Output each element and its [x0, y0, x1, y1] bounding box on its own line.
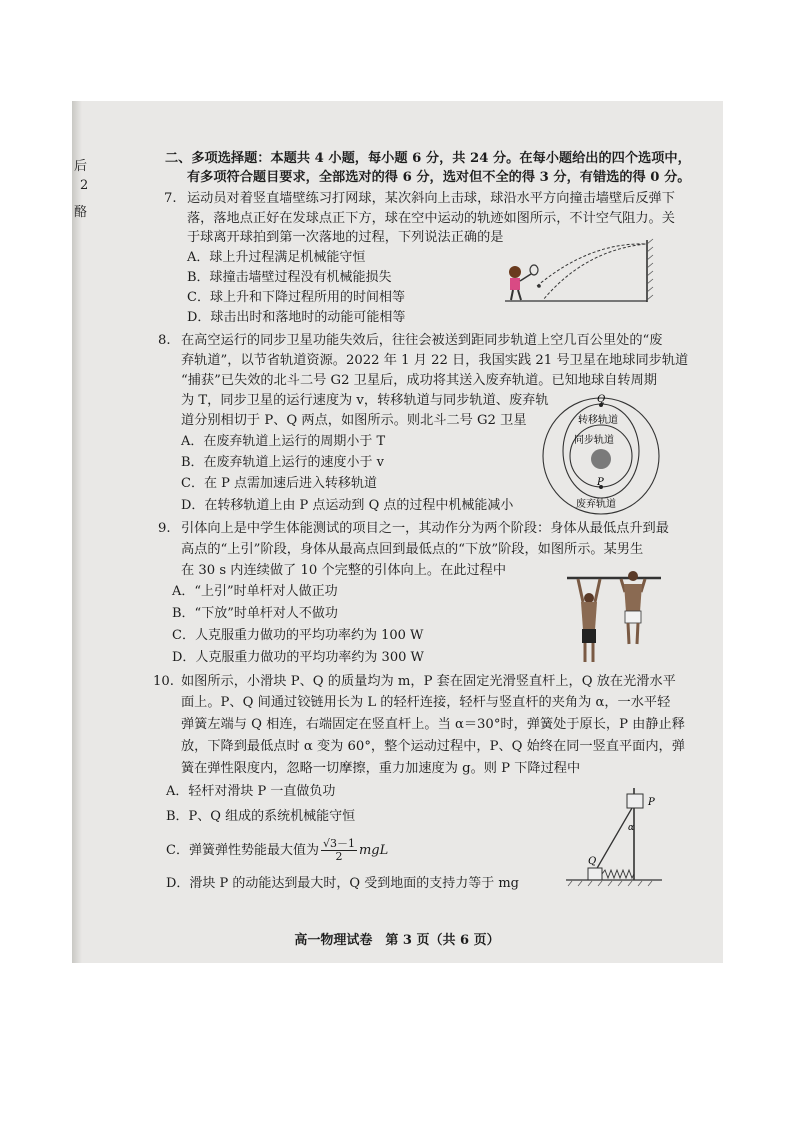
q10-option-a: A．轻杆对滑块 P 一直做负功: [166, 784, 336, 799]
q10-stem-line-5: 簧在弹性限度内，忽略一切摩擦，重力加速度为 g。则 P 下降过程中: [181, 761, 581, 776]
q9-option-b: B．“下放”时单杆对人不做功: [172, 606, 338, 621]
q9-number: 9.: [158, 521, 171, 536]
q9-option-a: A．“上引”时单杆对人做正功: [172, 584, 338, 599]
q8-stem-line-1: 在高空运行的同步卫星功能失效后，往往会被送到距同步轨道上空几百公里处的“废: [181, 333, 663, 348]
q8-option-d: D．在转移轨道上由 P 点运动到 Q 点的过程中机械能减小: [181, 498, 514, 513]
transfer-orbit-label: 转移轨道: [578, 415, 618, 426]
slider-label-q: Q: [588, 856, 597, 867]
q7-stem-line-2: 落，落地点正好在发球点正下方，球在空中运动的轨迹如图所示，不计空气阻力。关: [187, 211, 675, 226]
q7-stem-line-1: 运动员对着竖直墙壁练习打网球，某次斜向上击球，球沿水平方向撞击墙壁后反弹下: [187, 191, 675, 206]
q8-option-b: B．在废弃轨道上运行的速度小于 v: [181, 455, 385, 470]
q10-slider-figure: [562, 786, 668, 888]
q7-option-c: C．球上升和下降过程所用的时间相等: [187, 290, 405, 305]
sheet-edge-shadow: [72, 101, 82, 963]
q8-stem-line-5: 道分别相切于 P、Q 两点，如图所示。则北斗二号 G2 卫星: [181, 413, 527, 428]
q9-option-d: D．人克服重力做功的平均功率约为 300 W: [172, 650, 424, 665]
q10-option-b: B．P、Q 组成的系统机械能守恒: [166, 809, 356, 824]
angle-label-alpha: α: [628, 823, 635, 833]
q10-option-d: D．滑块 P 的动能达到最大时，Q 受到地面的支持力等于 mg: [166, 876, 520, 891]
q8-stem-line-2: 弃轨道”，以节省轨道资源。2022 年 1 月 22 日，我国实践 21 号卫星在地球同步轨道: [181, 353, 689, 368]
q9-pullup-figure: [565, 568, 663, 668]
q8-number: 8.: [158, 333, 171, 348]
q10-option-c-prefix: C．弹簧弹性势能最大值为: [166, 843, 319, 858]
q9-stem-line-1: 引体向上是中学生体能测试的项目之一，其动作分为两个阶段：身体从最低点升到最: [181, 521, 669, 536]
q10-stem-line-2: 面上。P、Q 间通过铰链用长为 L 的轻杆连接，轻杆与竖直杆的夹角为 α，一水平轻: [181, 695, 671, 710]
sync-orbit-label: 同步轨道: [574, 435, 614, 446]
q10-number: 10.: [153, 674, 174, 689]
fraction-denominator: 2: [335, 850, 343, 863]
q7-option-d: D．球击出时和落地时的动能可能相等: [187, 310, 406, 325]
q9-option-c: C．人克服重力做功的平均功率约为 100 W: [172, 628, 424, 643]
orbit-label-p: P: [597, 477, 604, 488]
fraction-numerator: √3－1: [322, 837, 355, 850]
margin-fragment-2: 2: [80, 178, 89, 193]
waste-orbit-label: 废弃轨道: [576, 499, 616, 510]
q10-stem-line-1: 如图所示，小滑块 P、Q 的质量均为 m，P 套在固定光滑竖直杆上，Q 放在光滑水平: [181, 674, 676, 689]
q7-stem-line-3: 于球离开球拍到第一次落地的过程，下列说法正确的是: [187, 230, 504, 245]
section-header-line-1: 二、多项选择题：本题共 4 小题，每小题 6 分，共 24 分。在每小题给出的四个选项中，: [165, 151, 691, 166]
q10-stem-line-3: 弹簧左端与 Q 相连，右端固定在竖直杆上。当 α＝30°时，弹簧处于原长，P 由静止释: [181, 717, 685, 732]
q7-option-a: A．球上升过程满足机械能守恒: [187, 250, 366, 265]
margin-fragment-3: 酪: [74, 205, 88, 220]
earth: [591, 449, 611, 469]
q8-orbit-figure: [540, 390, 666, 520]
q9-stem-line-3: 在 30 s 内连续做了 10 个完整的引体向上。在此过程中: [181, 563, 507, 578]
q7-number: 7.: [164, 191, 177, 206]
q8-option-c: C．在 P 点需加速后进入转移轨道: [181, 476, 377, 491]
section-header-line-2: 有多项符合题目要求，全部选对的得 6 分，选对但不全的得 3 分，有错选的得 0 分。: [187, 170, 691, 185]
orbit-label-q: Q: [597, 394, 606, 405]
page-footer: 高一物理试卷 第 3 页（共 6 页）: [294, 933, 500, 948]
q8-stem-line-4: 为 T，同步卫星的运行速度为 v，转移轨道与同步轨道、废弃轨: [181, 393, 549, 408]
q10-option-c-suffix: mgL: [358, 843, 389, 858]
q10-option-c-fraction: [321, 838, 357, 863]
q7-option-b: B．球撞击墙壁过程没有机械能损失: [187, 270, 392, 285]
slider-label-p: P: [648, 797, 655, 808]
q10-option-c: [166, 838, 388, 863]
q8-stem-line-3: “捕获”已失效的北斗二号 G2 卫星后，成功将其送入废弃轨道。已知地球自转周期: [181, 373, 657, 388]
margin-fragment-1: 后: [74, 159, 88, 174]
q10-stem-line-4: 放，下降到最低点时 α 变为 60°，整个运动过程中，P、Q 始终在同一竖直平面内，弹: [181, 739, 685, 754]
q9-stem-line-2: 高点的“上引”阶段，身体从最高点回到最低点的“下放”阶段，如图所示。某男生: [181, 542, 644, 557]
q8-option-a: A．在废弃轨道上运行的周期小于 T: [181, 434, 386, 449]
q7-tennis-figure: [495, 236, 665, 308]
